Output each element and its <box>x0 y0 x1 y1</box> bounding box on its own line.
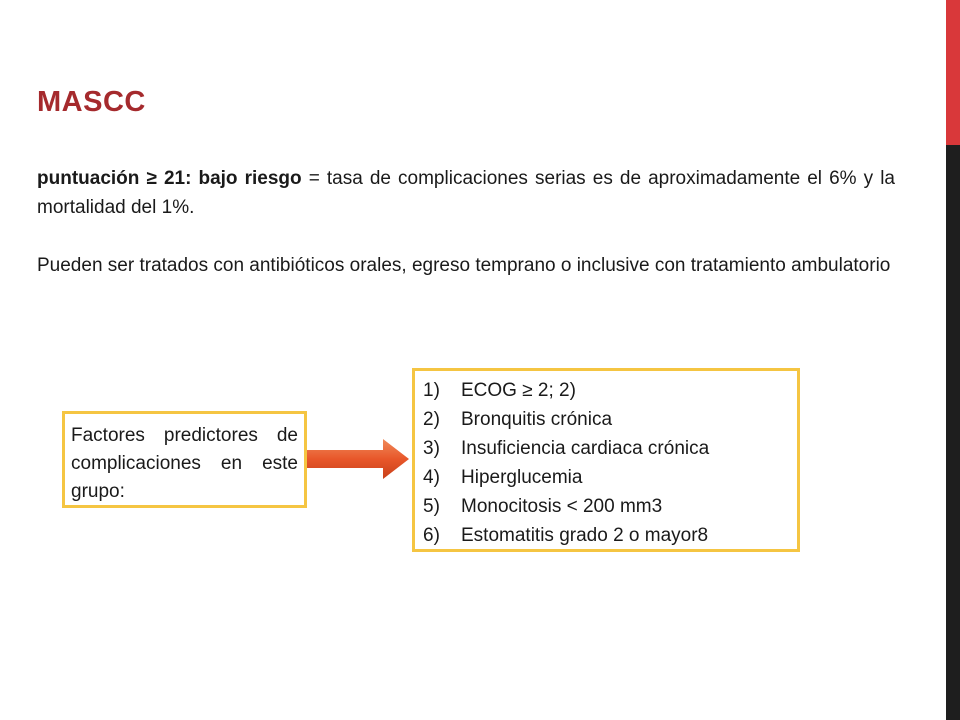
list-item <box>423 434 789 463</box>
list-item-number: 1) <box>423 380 440 401</box>
list-item-text: ECOG ≥ 2; 2) <box>461 380 576 401</box>
risk-factors-box <box>412 368 800 552</box>
list-item-text: Insuficiencia cardiaca crónica <box>461 438 710 459</box>
list-item <box>423 376 789 405</box>
list-item-text: Bronquitis crónica <box>461 409 613 430</box>
paragraph-low-risk-text: = tasa de complicaciones serias es de aproximadamente el 6% y la mortalidad del 1%. <box>37 168 895 218</box>
list-item-number: 5) <box>423 496 440 517</box>
side-accent-bar-red <box>946 0 960 145</box>
predictors-box: Factores predictores de complicaciones en este grupo: <box>62 411 307 508</box>
list-item-text: Hiperglucemia <box>461 467 583 488</box>
paragraph-treatment: Pueden ser tratados con antibióticos orales, egreso temprano o inclusive con tratamiento ambulatorio <box>37 255 891 276</box>
risk-factors-list <box>423 376 789 550</box>
list-item-number: 3) <box>423 438 440 459</box>
list-item-text: Estomatitis grado 2 o mayor8 <box>461 525 709 546</box>
list-item-number: 4) <box>423 467 440 488</box>
right-arrow-icon <box>307 436 410 482</box>
list-item <box>423 521 789 550</box>
list-item <box>423 492 789 521</box>
paragraph-low-risk <box>37 164 895 222</box>
list-item <box>423 405 789 434</box>
list-item-text: Monocitosis < 200 mm3 <box>461 496 663 517</box>
list-item-number: 2) <box>423 409 440 430</box>
slide-title: MASCC <box>37 86 146 118</box>
list-item-number: 6) <box>423 525 440 546</box>
list-item <box>423 463 789 492</box>
side-accent-bar-dark <box>946 145 960 720</box>
paragraph-low-risk-bold: puntuación ≥ 21: bajo riesgo <box>37 168 302 189</box>
